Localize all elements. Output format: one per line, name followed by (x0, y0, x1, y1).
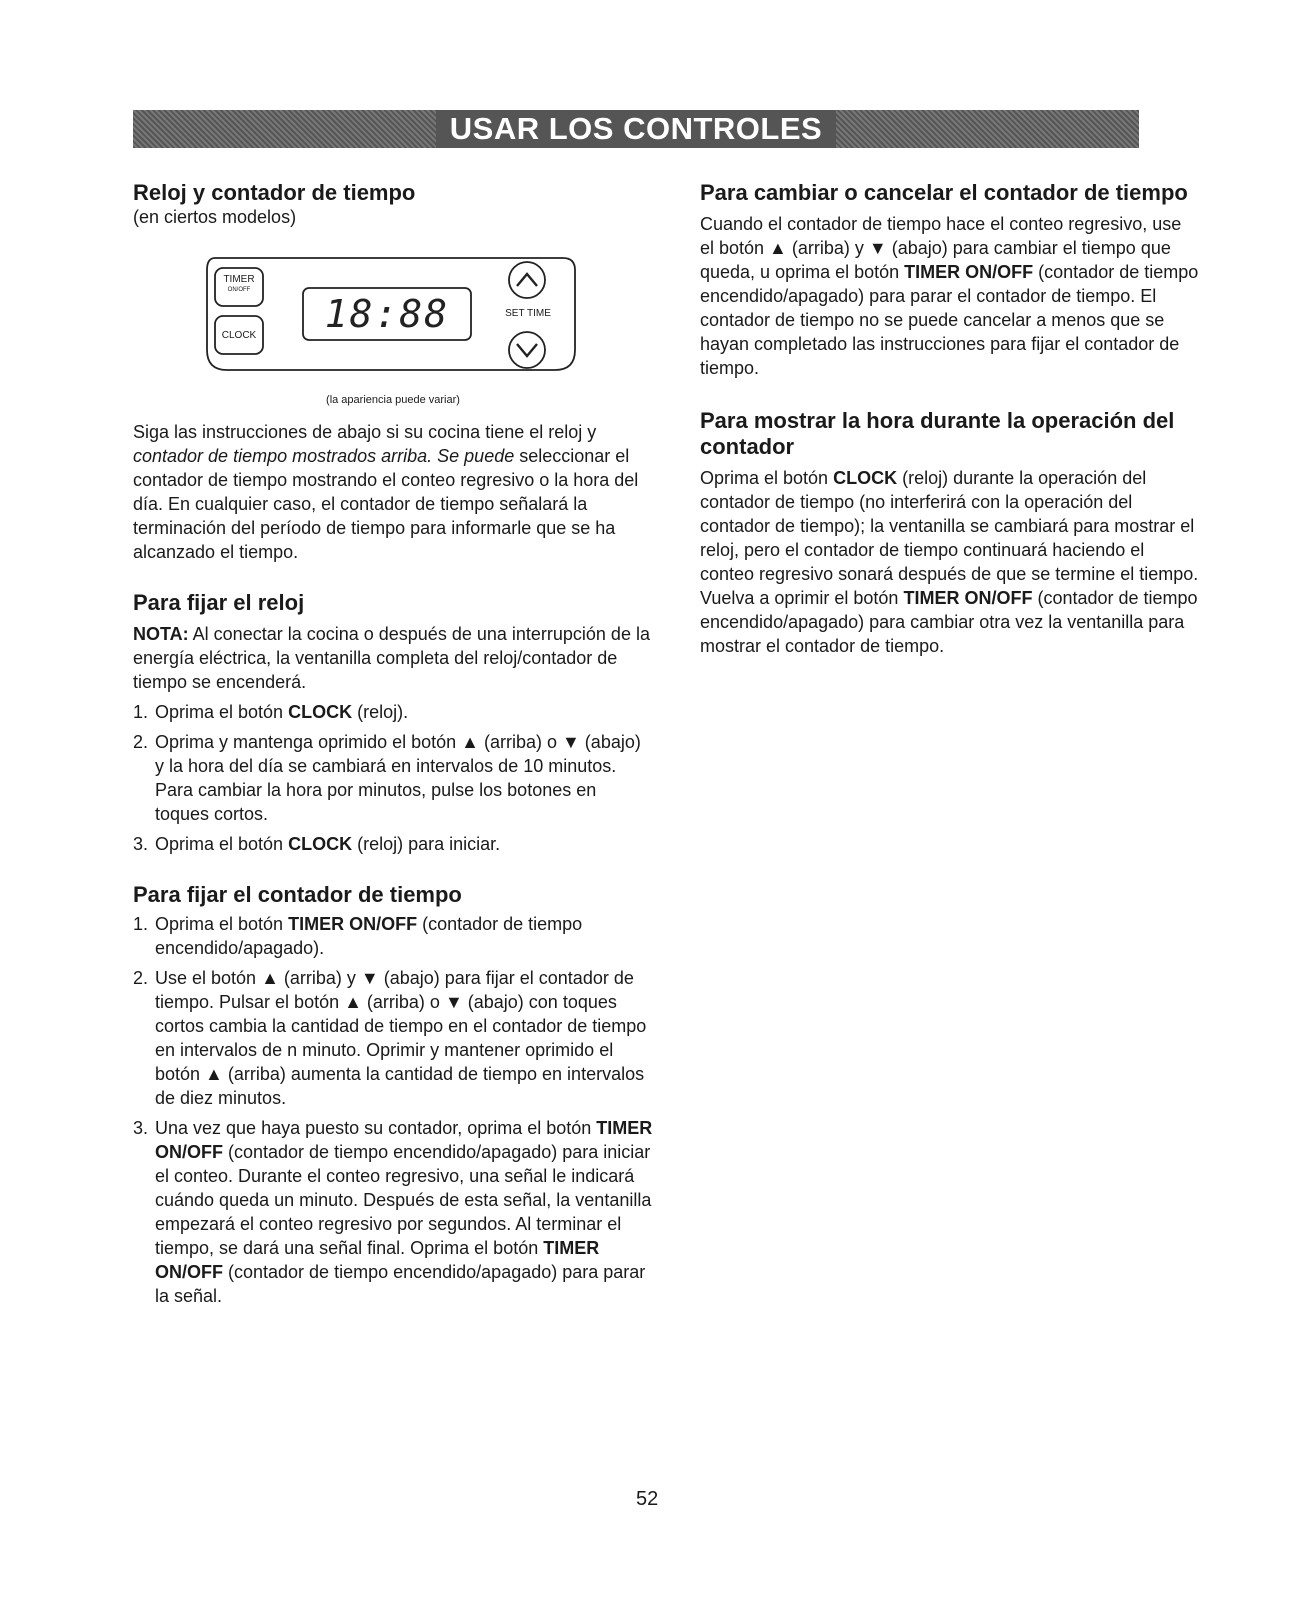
paragraph-text: Cuando el contador de tiempo hace el conteo regresivo, use el botón ▲ (arriba) y ▼ (abajo) para cambiar el tiempo que queda, u oprima el botón (700, 214, 1182, 282)
show-time-section (700, 408, 1200, 658)
set-clock-section (133, 590, 653, 856)
change-cancel-title: Para cambiar o cancelar el contador de tiempo (700, 180, 1188, 205)
step-text: (contador de tiempo encendido/apagado). (155, 914, 583, 958)
right-column (700, 180, 1200, 664)
timer-button-sublabel: ON/OFF (227, 287, 251, 293)
chevron-down-icon[interactable] (509, 332, 545, 368)
change-cancel-section (700, 180, 1200, 380)
clock-timer-title: Reloj y contador de tiempo (133, 180, 416, 205)
paragraph-bold: CLOCK (833, 468, 898, 488)
clock-button[interactable]: CLOCK (221, 330, 257, 341)
paragraph-text: Oprima el botón (700, 468, 834, 488)
step-text: Oprima el botón (155, 914, 289, 934)
paragraph-text: (contador de tiempo encendido/apagado) para cambiar otra vez la ventanilla para mostrar el contador de tiempo. (700, 588, 1198, 656)
step-bold: TIMER ON/OFF (155, 1118, 653, 1162)
page-number: 52 (636, 1488, 659, 1510)
section-banner (133, 110, 1139, 148)
step-number: 2. (133, 732, 149, 752)
step-bold: CLOCK (288, 834, 353, 854)
step-number: 1. (133, 702, 149, 722)
display-readout: 18:88 (324, 292, 450, 336)
step-text: (reloj) para iniciar. (352, 834, 501, 854)
note-label: NOTA: (133, 624, 189, 644)
set-clock-step-3 (133, 832, 653, 856)
show-time-paragraph (700, 466, 1200, 658)
intro-text-b: seleccionar el contador de tiempo mostrando el conteo regresivo o la hora del día. En cualquier caso, el contador de tiempo señalará la terminación del período de tiempo para informarle que se ha alcanzado el tiempo. (133, 446, 639, 562)
note-text: Al conectar la cocina o después de una interrupción de la energía eléctrica, la ventanilla completa del reloj/contador de tiempo se encenderá. (133, 624, 650, 692)
step-text: Una vez que haya puesto su contador, oprima el botón (155, 1118, 597, 1138)
set-clock-step-1 (133, 700, 653, 724)
paragraph-text: (reloj) durante la operación del contador de tiempo (no interferirá con la operación del contador de tiempo); la ventanilla se cambiará para mostrar el reloj, pero el contador de tiempo continuará haciendo el conteo regresivo sonará después de que se termine el tiempo. Vuelva a oprimir el botón (700, 468, 1199, 608)
intro-text-a: Siga las instrucciones de abajo si su cocina tiene el reloj y (133, 422, 597, 442)
intro-text-em: contador de tiempo mostrados arriba. Se puede (133, 446, 515, 466)
step-number: 3. (133, 834, 149, 854)
paragraph-bold: TIMER ON/OFF (904, 262, 1034, 282)
step-text: (reloj). (352, 702, 409, 722)
set-time-label: SET TIME (505, 308, 551, 319)
set-clock-title: Para fijar el reloj (133, 590, 305, 615)
set-clock-steps (133, 700, 653, 856)
step-text: Oprima y mantenga oprimido el botón ▲ (arriba) o ▼ (abajo) y la hora del día se cambiará en intervalos de 10 minutos. Para cambiar la hora por minutos, pulse los botones en toques cortos. (155, 732, 641, 824)
set-timer-step-2 (133, 966, 653, 1110)
control-panel-illustration (203, 254, 583, 374)
banner-title: USAR LOS CONTROLES (436, 110, 836, 148)
step-text: (contador de tiempo encendido/apagado) para iniciar el conteo. Durante el conteo regresivo, una señal le indicará cuándo queda un minuto. Después de esta señal, la ventanilla empezará el conteo regresivo por segundos. Al terminar el tiempo, se dará una señal final. Oprima el botón (155, 1142, 652, 1258)
set-timer-section (133, 882, 653, 1308)
step-number: 1. (133, 914, 149, 934)
paragraph-bold: TIMER ON/OFF (903, 588, 1033, 608)
set-clock-step-2 (133, 730, 653, 826)
step-bold: CLOCK (288, 702, 353, 722)
step-number: 2. (133, 968, 149, 988)
set-timer-step-1 (133, 912, 653, 960)
paragraph-text: (contador de tiempo encendido/apagado) para parar el contador de tiempo. El contador de tiempo no se puede cancelar a menos que se hayan completado las instrucciones para fijar el contador de tiempo. (700, 262, 1199, 378)
step-text: Use el botón ▲ (arriba) y ▼ (abajo) para fijar el contador de tiempo. Pulsar el botón ▲ (arriba) o ▼ (abajo) con toques cortos cambia la cantidad de tiempo en el contador de tiempo en intervalos de n minuto. Oprimir y mantener oprimido el botón ▲ (arriba) aumenta la cantidad de tiempo en intervalos de diez minutos. (155, 968, 647, 1108)
change-cancel-paragraph (700, 212, 1200, 380)
step-bold: TIMER ON/OFF (288, 914, 418, 934)
set-clock-note (133, 622, 653, 694)
set-timer-step-3 (133, 1116, 653, 1308)
intro-paragraph (133, 420, 653, 564)
clock-timer-subtitle: (en ciertos modelos) (133, 207, 297, 227)
chevron-up-icon[interactable] (509, 262, 545, 298)
timer-on-off-button[interactable] (217, 274, 261, 296)
step-text: Oprima el botón (155, 834, 289, 854)
step-text: Oprima el botón (155, 702, 289, 722)
set-timer-title: Para fijar el contador de tiempo (133, 882, 462, 907)
step-bold: TIMER ON/OFF (155, 1238, 600, 1282)
illustration-caption: (la apariencia puede variar) (326, 394, 460, 406)
step-text: (contador de tiempo encendido/apagado) para parar la señal. (155, 1262, 646, 1306)
set-timer-steps (133, 912, 653, 1308)
timer-button-label: TIMER (223, 274, 255, 285)
show-time-title: Para mostrar la hora durante la operación del contador (700, 408, 1175, 459)
left-column (133, 180, 653, 1314)
step-number: 3. (133, 1118, 149, 1138)
